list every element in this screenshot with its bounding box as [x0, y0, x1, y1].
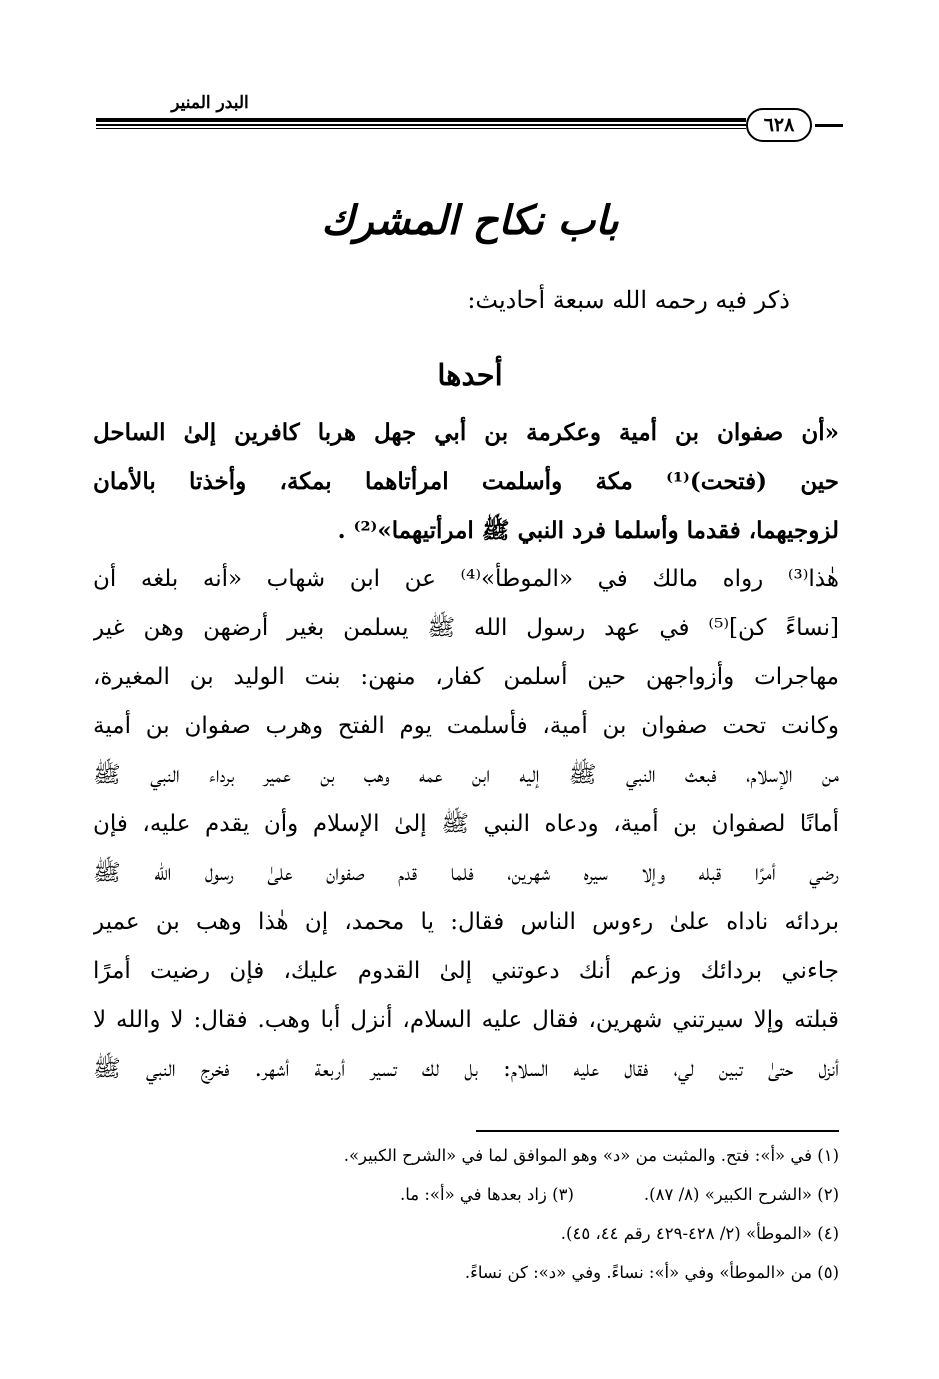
header-rule — [96, 118, 746, 122]
footnote-row-2-3 — [120, 1175, 839, 1214]
header-rule-right — [815, 124, 843, 127]
chapter-title: باب نكاح المشرك — [321, 197, 619, 244]
hadith-line: حين (فتحت)⁽¹⁾ مكة وأسلمت امرأتاهما بمكة، وأخذتا بالأمان — [93, 468, 839, 495]
commentary-line: من الإسلام، فبعث النبي ﷺ إليه ابن عمه وهب بن عمير برداء النبي ﷺ — [93, 762, 839, 788]
footnote-3: (٣) زاد بعدها في «أ»: ما. — [400, 1185, 574, 1204]
page-number: ٦٢٨ — [746, 108, 812, 142]
footnote-4: (٤) «الموطأ» (٢/ ٤٢٨-٤٢٩ رقم ٤٤، ٤٥). — [560, 1224, 839, 1243]
commentary-line: أنزل حتىٰ تبين لي، فقال عليه السلام: بل لك تسير أربعة أشهر. فخرج النبي ﷺ — [93, 1056, 839, 1082]
commentary-line: أمانًا لصفوان بن أمية، ودعاه النبي ﷺ إلىٰ الإسلام وأن يقدم عليه، فإن — [93, 811, 839, 837]
commentary-line: مهاجرات وأزواجهن حين أسلمن كفار، منهن: بنت الوليد بن المغيرة، — [93, 664, 839, 690]
header-rule — [96, 124, 746, 126]
intro-line: ذكر فيه رحمه الله سبعة أحاديث: — [467, 286, 790, 314]
commentary-line: وكانت تحت صفوان بن أمية، فأسلمت يوم الفتح وهرب صفوان بن أمية — [93, 713, 839, 739]
footnote-5: (٥) من «الموطأ» وفي «أ»: نساءً. وفي «د»: كن نساءً. — [464, 1263, 839, 1282]
footnote-2: (٢) «الشرح الكبير» (٨/ ٨٧). — [643, 1185, 839, 1204]
commentary-line: [نساءً كن]⁽⁵⁾ في عهد رسول الله ﷺ يسلمن بغير أرضهن وهن غير — [93, 615, 839, 641]
commentary-line: قبلته وإلا سيرتني شهرين، فقال عليه السلام، أنزل أبا وهب. فقال: لا والله لا — [93, 1007, 839, 1033]
footnotes — [120, 1136, 839, 1292]
commentary-line: بردائه ناداه علىٰ رءوس الناس فقال: يا محمد، إن هٰذا وهب بن عمير — [93, 909, 839, 935]
footnote-1: (١) في «أ»: فتح. والمثبت من «د» وهو الموافق لما في «الشرح الكبير». — [343, 1146, 839, 1165]
running-header-title: البدر المنير — [171, 93, 249, 113]
section-heading: أحدها — [437, 358, 503, 392]
hadith-text — [93, 408, 839, 555]
commentary-line: جاءني بردائك وزعم أنك دعوتني إلىٰ القدوم عليك، فإن رضيت أمرًا — [93, 958, 839, 984]
commentary-line: رضي أمرًا قبله وإلا سيره شهرين، فلما قدم صفوان علىٰ رسول الله ﷺ — [93, 860, 839, 886]
header-rule — [96, 128, 746, 129]
commentary-text — [93, 555, 839, 1094]
footnote-separator — [476, 1130, 839, 1132]
commentary-line: هٰذا⁽³⁾ رواه مالك في «الموطأ»⁽⁴⁾ عن ابن شهاب «أنه بلغه أن — [93, 566, 839, 592]
hadith-line: لزوجيهما، فقدما وأسلما فرد النبي ﷺ امرأتيهما»⁽²⁾ . — [337, 517, 839, 544]
hadith-line: «أن صفوان بن أمية وعكرمة بن أبي جهل هربا كافرين إلىٰ الساحل — [93, 419, 839, 446]
